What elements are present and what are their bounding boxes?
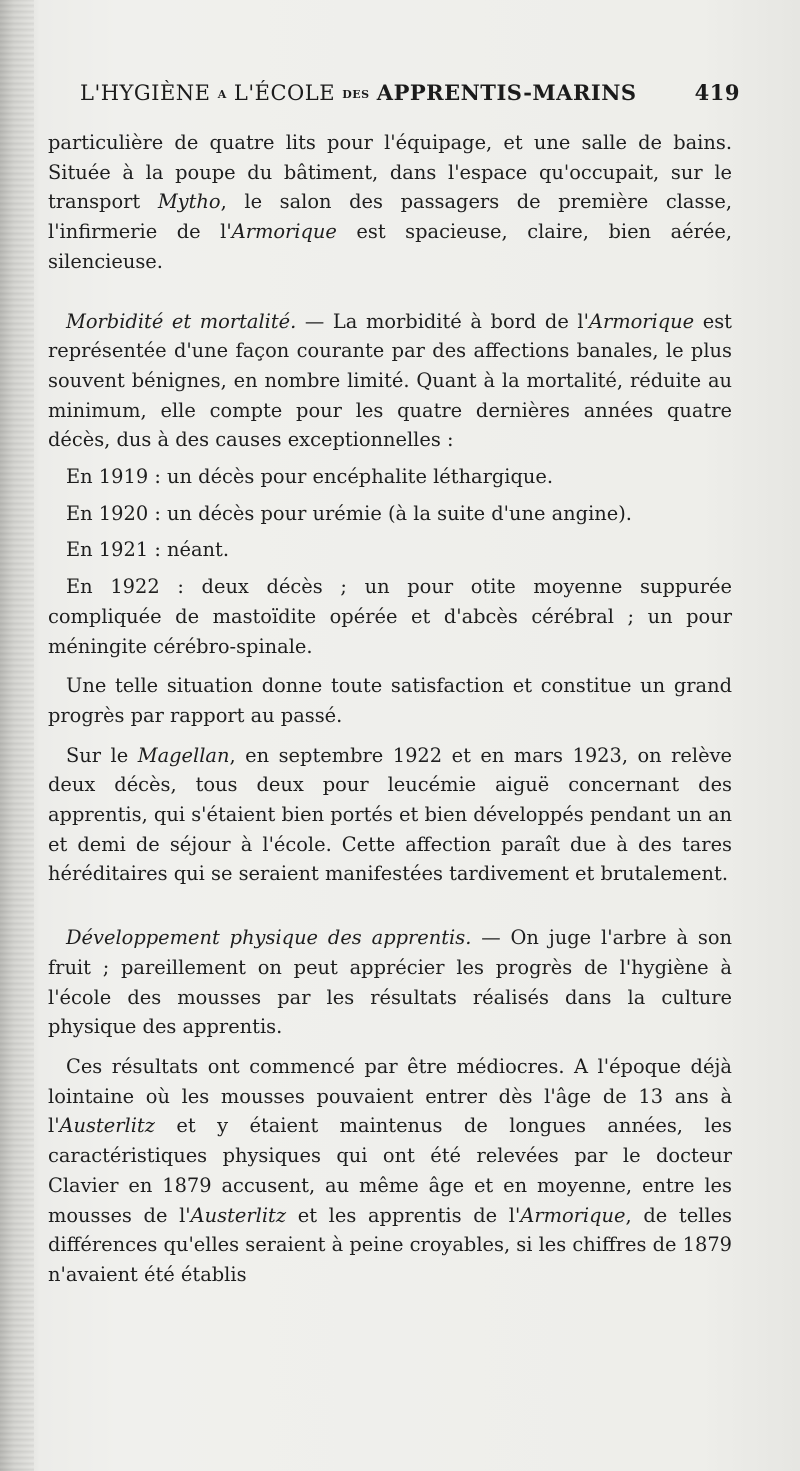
header-word-a: A	[217, 88, 227, 101]
year-1920: En 1920 : un décès pour urémie (à la suite d'une angine).	[66, 501, 632, 525]
paragraph-situation: Une telle situation donne toute satisfaction et constitue un grand progrès par rapport au passé.	[48, 674, 732, 727]
page-number: 419	[694, 80, 740, 105]
year-1919: En 1919 : un décès pour encéphalite léthargique.	[66, 465, 554, 489]
text-run: et y étaient maintenus de longues années, les caractéristiques physiques qui ont été relevées par le docteur Clavier en 1879 accusent, au même âge et en moyenne, entre les mousses de l'	[48, 1114, 732, 1227]
ship-name: Armorique	[520, 1203, 626, 1227]
text-run: — On juge l'arbre à son fruit ; pareillement on peut apprécier les progrès de l'hygiène à l'école des mousses par les résultats réalisés dans la culture physique des apprentis.	[48, 926, 732, 1039]
header-word-hygiene: L'HYGIÈNE	[80, 81, 211, 105]
text-run: , le salon des passagers de première classe, l'infirmerie de l'	[48, 190, 733, 244]
paragraph-morbidite	[48, 307, 732, 456]
text-run: — La morbidité à bord de l'	[296, 309, 589, 333]
text-run: Sur le	[66, 743, 138, 767]
year-1921: En 1921 : néant.	[66, 538, 229, 562]
year-1922: En 1922 : deux décès ; un pour otite moyenne suppurée compliquée de mastoïdite opérée et d'abcès cérébral ; un pour méningite cérébro-spinale.	[48, 575, 732, 658]
ship-name: Austerlitz	[59, 1114, 155, 1138]
header-word-apprentis-marins: APPRENTIS-MARINS	[376, 80, 637, 105]
ship-name: Magellan	[137, 743, 230, 767]
paragraph-resultats	[48, 1052, 732, 1290]
ship-name: Mytho	[157, 190, 221, 214]
binding-gutter	[0, 0, 34, 1471]
text-run: est spacieuse, claire, bien aérée, silencieuse.	[48, 220, 732, 273]
ship-name: Armorique	[588, 309, 695, 333]
text-run: Ces résultats ont commencé par être médiocres. A l'époque déjà lointaine où les mousses pouvaient entrer dès l'âge de 13 ans à l'	[48, 1054, 732, 1138]
paragraph-magellan	[48, 741, 732, 890]
header-word-ecole: L'ÉCOLE	[233, 81, 336, 105]
text-run: et les apprentis de l'	[286, 1203, 521, 1227]
paragraph-infirmerie	[48, 128, 732, 277]
header-word-des: DES	[342, 88, 370, 101]
section-title: Développement physique des apprentis.	[66, 926, 472, 950]
text-run: particulière de quatre lits pour l'équipage, et une salle de bains. Située à la poupe du bâtiment, dans l'espace qu'occupait, sur le transport	[48, 131, 732, 214]
paragraph-developpement	[48, 923, 732, 1042]
running-header	[80, 80, 740, 110]
ship-name: Austerlitz	[190, 1203, 287, 1227]
body-text	[48, 128, 732, 1290]
text-run: est représentée d'une façon courante par des affections banales, le plus souvent bénignes, en nombre limité. Quant à la mortalité, réduite au minimum, elle compte pour les quatre dernières années quatre décès, dus à des causes exceptionnelles :	[48, 309, 732, 452]
section-title: Morbidité et mortalité.	[66, 309, 297, 333]
text-run: , de telles différences qu'elles seraient à peine croyables, si les chiffres de 1879 n'avaient été établis	[48, 1203, 732, 1286]
ship-name: Armorique	[231, 220, 337, 244]
text-run: , en septembre 1922 et en mars 1923, on relève deux décès, tous deux pour leucémie aiguë concernant des apprentis, qui s'étaient bien portés et bien développés pendant un an et demi de séjour à l'école. Cette affection paraît due à des tares héréditaires qui se seraient manifestées tardivement et brutalement.	[48, 743, 732, 886]
